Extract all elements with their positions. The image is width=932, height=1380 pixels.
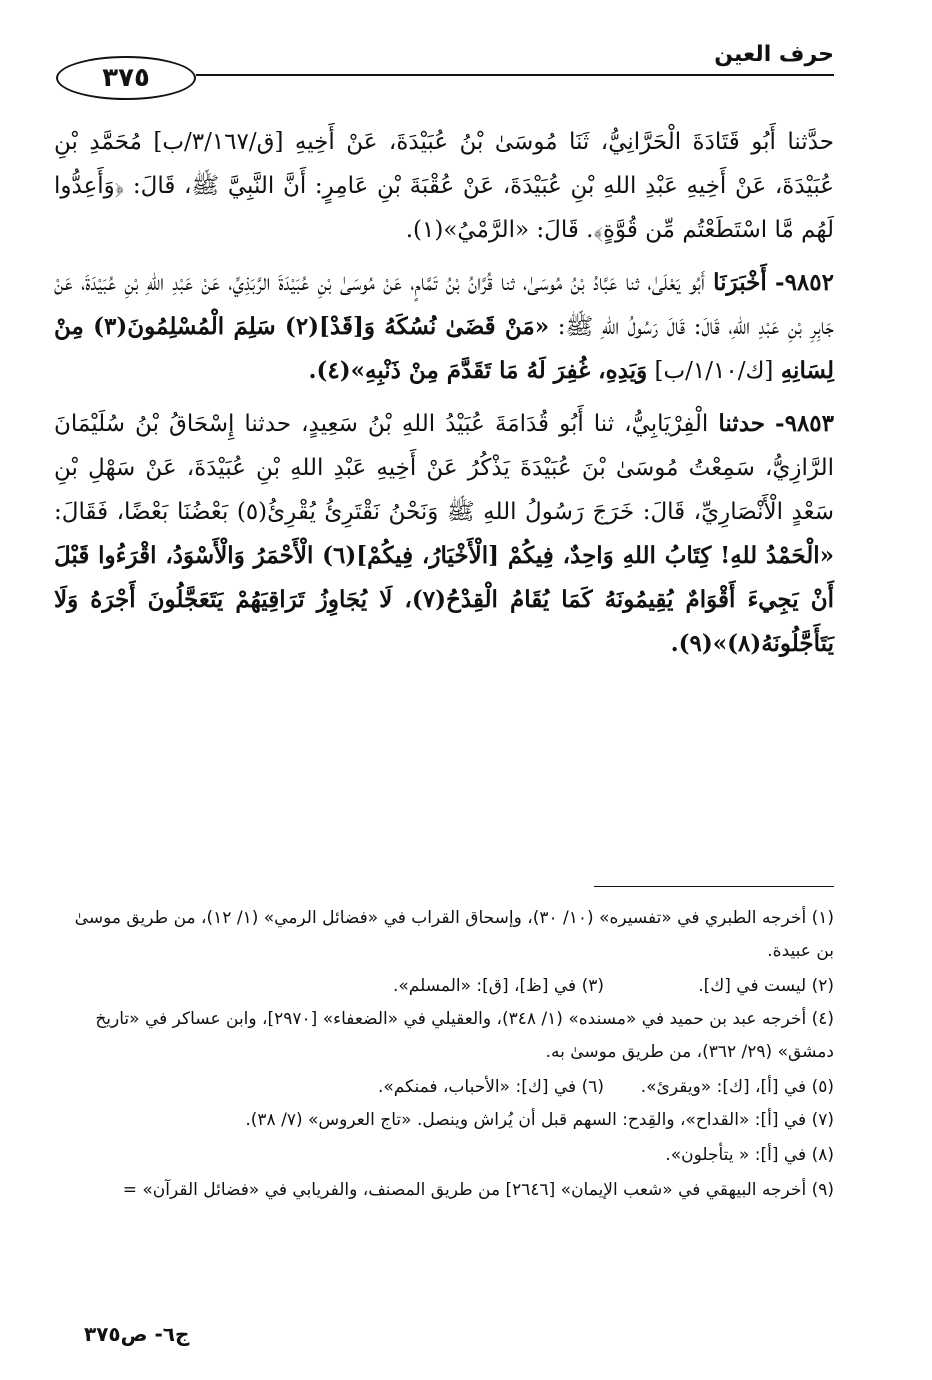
- hadith-matn: «مَنْ قَضَىٰ نُسُكَهُ وَ[قَدْ](٢) سَلِمَ الْمُسْلِمُونَ(٣) مِنْ لِسَانِهِ: [54, 313, 834, 384]
- isnad-text: الْفِرْيَابِيُّ، ثنا أَبُو قُدَامَةَ عُبَيْدُ اللهِ بْنُ سَعِيدٍ، حدثنا إِسْحَاقُ بْنُ سُلَيْمَانَ الرَّازِيُّ، سَمِعْتُ مُوسَىٰ بْنَ عُبَيْدَةَ يَذْكُرُ عَنْ أَخِيهِ عَبْدِ اللهِ بْنِ عُبَيْدَةَ، عَنْ سَهْلِ بْنِ سَعْدٍ الْأَنْصَارِيِّ، قَالَ: خَرَجَ رَسُولُ اللهِ ﷺ وَنَحْنُ نَقْتَرِئُ يُقْرِئُ(٥) بَعْضُنَا بَعْضًا، فَقَالَ:: [54, 411, 834, 525]
- footnote-3: (٣) في [ظ]، [ق]: «المسلم».: [392, 976, 604, 996]
- hadith-matn-end: وَيَدِهِ، غُفِرَ لَهُ مَا تَقَدَّمَ مِنْ ذَنْبِهِ»(٤).: [308, 357, 648, 384]
- volume-page-signature: ج٦- ص٣٧٥: [84, 1322, 190, 1346]
- footnote-6: (٦) في [ك]: «الأحباب، فمنكم».: [377, 1077, 604, 1097]
- footnote-separator: [594, 886, 834, 887]
- hadith-matn: «الْحَمْدُ للهِ! كِتَابُ اللهِ وَاحِدٌ، فِيكُمْ [الْأَخْيَارُ، فِيكُمْ](٦) الْأَحْمَرُ وَالْأَسْوَدُ، اقْرَءُوا قَبْلَ أَنْ يَجِيءَ أَقْوَامٌ يُقِيمُونَهُ كَمَا يُقَامُ الْقِدْحُ(٧)، لَا يُجَاوِزُ تَرَاقِيَهُمْ يَتَعَجَّلُونَ أَجْرَهُ وَلَا يَتَأَجَّلُونَهُ(٨)»(٩).: [54, 542, 834, 657]
- main-text: [54, 120, 834, 666]
- footnote-8: (٨) في [أ]: « يتأجلون».: [665, 1145, 834, 1165]
- footnote-9: (٩) أخرجه البيهقي في «شعب الإيمان» [٢٦٤٦] من طريق المصنف، والفريابي في «فضائل القرآن» =: [122, 1180, 834, 1200]
- isnad-text: أَبُو يَعْلَىٰ، ثنا عَبَّادُ بْنُ مُوسَىٰ، ثنا قُرَّانُ بْنُ تَمَّامٍ، عَنْ مُوسَىٰ بْنِ عُبَيْدَةَ الرَّبَذِيِّ، عَنْ عَبْدِ اللهِ بْنِ عُبَيْدَةَ، عَنْ جَابِرِ بْنِ عَبْدِ اللهِ، قَالَ: قَالَ رَسُولُ اللهِ ﷺ:: [54, 270, 835, 340]
- hadith-number: ٩٨٥٣-: [775, 410, 835, 437]
- paragraph-1: [54, 120, 834, 252]
- hadith-9852: [54, 261, 834, 393]
- paragraph-text: حدَّثنا أَبُو قَتَادَةَ الْحَرَّانِيُّ، ثَنَا مُوسَىٰ بْنُ عُبَيْدَةَ، عَنْ أَخِيهِ [ق/٣/١٦٧/ب] مُحَمَّدِ بْنِ عُبَيْدَةَ، عَنْ أَخِيهِ عَبْدِ اللهِ بْنِ عُبَيْدَةَ، عَنْ عُقْبَةَ بْنِ عَامِرٍ: أَنَّ النَّبِيَّ ﷺ، قَالَ: ﴿وَأَعِدُّوا لَهُم مَّا اسْتَطَعْتُم مِّن قُوَّةٍ﴾. قَالَ: «الرَّمْيُ»(١).: [54, 129, 834, 243]
- page-number: ٣٧٥: [56, 56, 196, 100]
- footnote-row-5-6: [70, 1071, 834, 1104]
- hadith-lead: أَخْبَرَنَا: [713, 269, 767, 296]
- running-title: حرف العين: [714, 42, 834, 67]
- footnote-2: (٢) ليست في [ك].: [698, 976, 834, 996]
- manuscript-ref: [ك/١/١٠/ب]: [654, 358, 774, 384]
- hadith-number: ٩٨٥٢-: [775, 269, 834, 296]
- footnote-4: (٤) أخرجه عبد بن حميد في «مسنده» (١/ ٣٤٨)، والعقيلي في «الضعفاء» [٢٩٧٠]، وابن عساكر في «تاريخ دمشق» (٢٩/ ٣٦٢)، من طريق موسىٰ به.: [95, 1009, 834, 1062]
- hadith-9853: [54, 402, 834, 666]
- footnotes: [70, 902, 834, 1209]
- footnote-1: (١) أخرجه الطبري في «تفسيره» (١٠/ ٣٠)، وإسحاق القراب في «فضائل الرمي» (١/ ١٢)، من طريق موسىٰ بن عبيدة.: [74, 908, 834, 961]
- footnote-row-2-3: [70, 970, 834, 1003]
- footnote-7: (٧) في [أ]: «القداح»، والقِدح: السهم قبل أن يُراش وينصل. «تاج العروس» (٧/ ٣٨).: [245, 1110, 834, 1130]
- footnote-5: (٥) في [أ]، [ك]: «ويقرئ».: [640, 1077, 834, 1097]
- hadith-lead: حدثنا: [718, 410, 765, 437]
- header-rule: [196, 74, 834, 76]
